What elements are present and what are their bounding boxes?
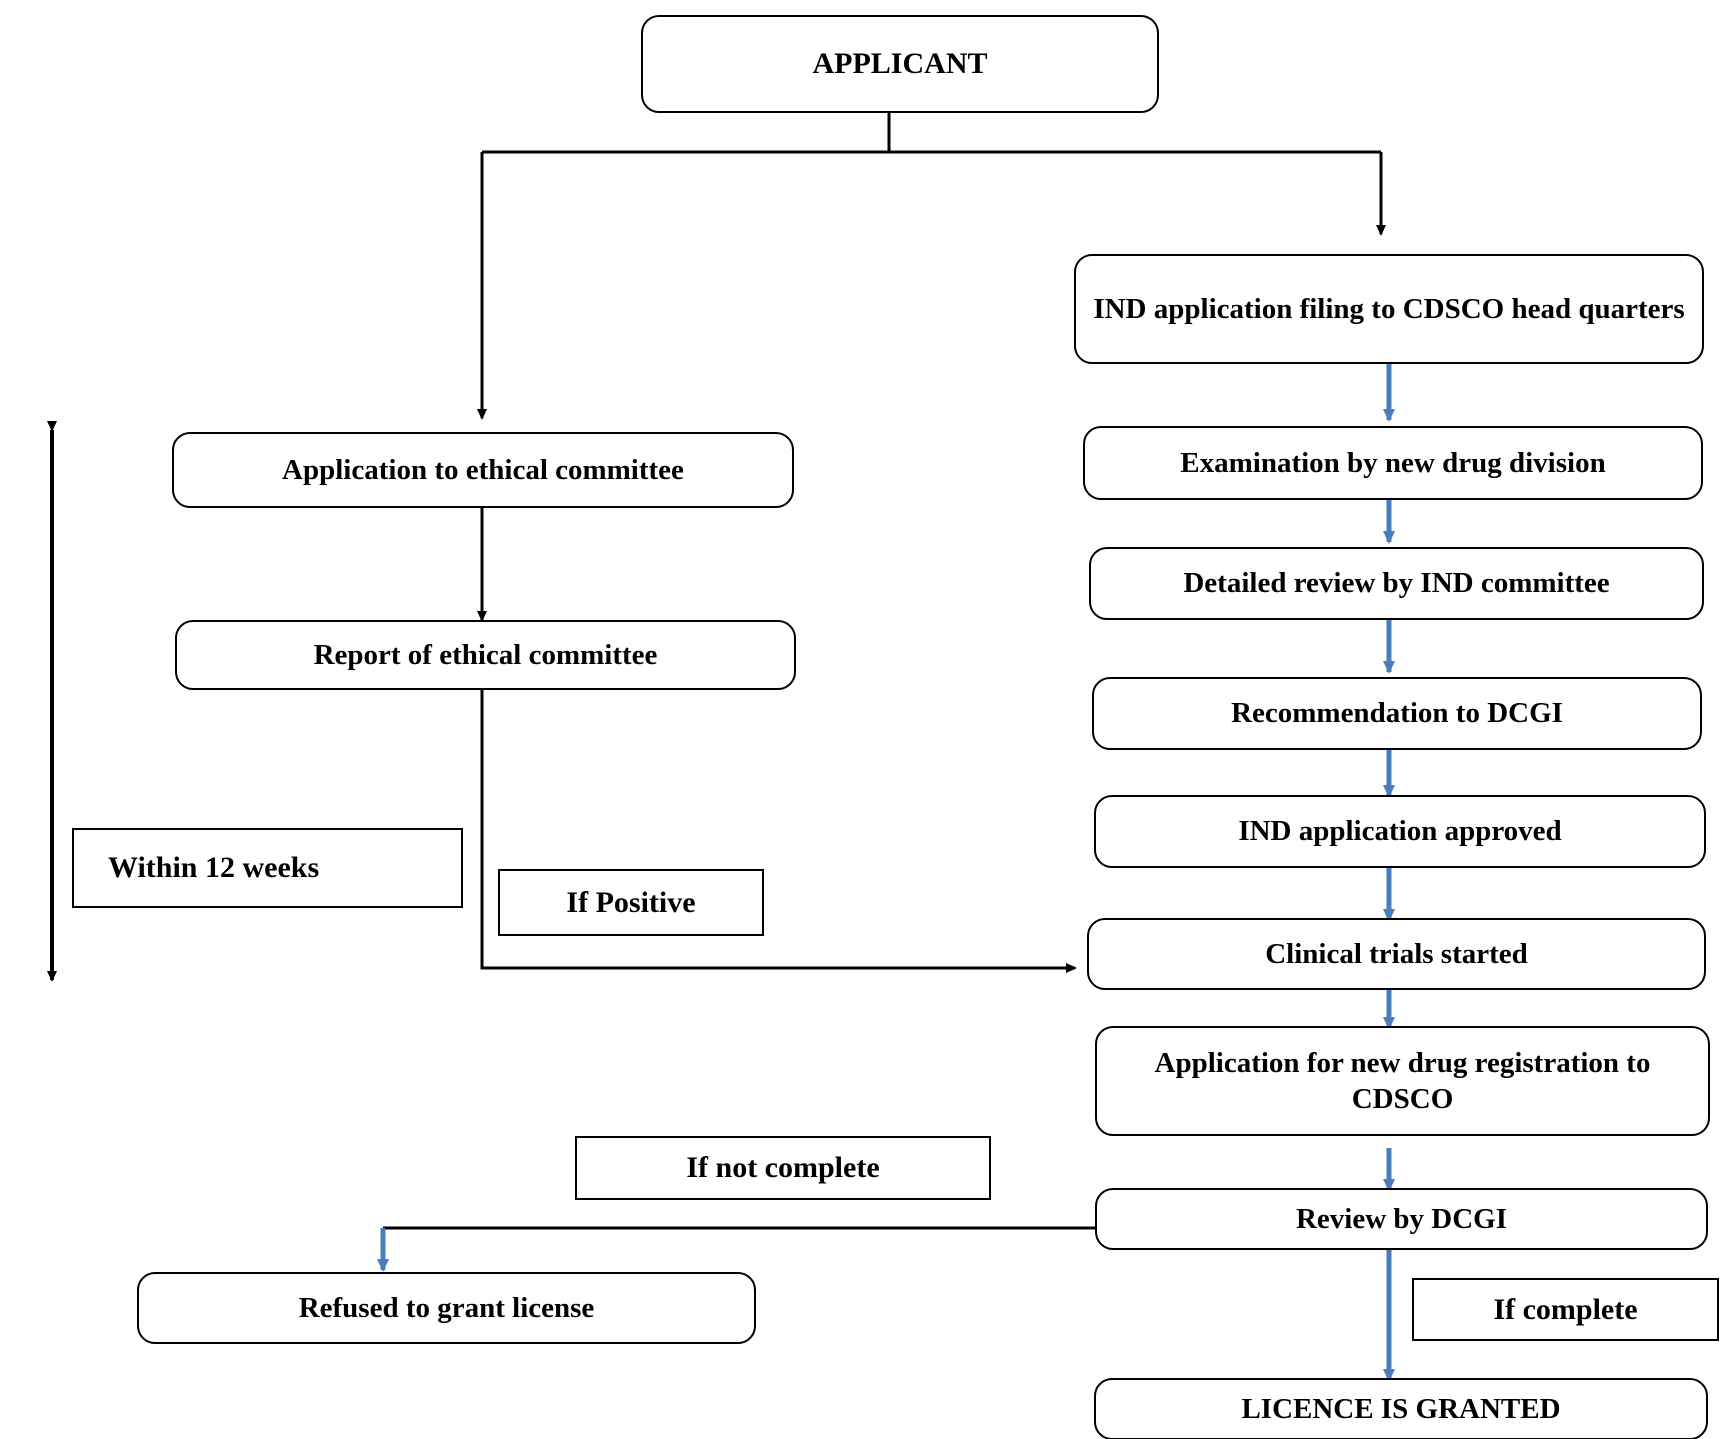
node-ind-application-approved[interactable] — [1094, 795, 1706, 868]
node-applicant[interactable] — [641, 15, 1159, 113]
node-review-by-dcgi[interactable] — [1095, 1188, 1708, 1250]
node-label: Application to ethical committee — [282, 453, 684, 486]
node-application-to-ethical-committee[interactable] — [172, 432, 794, 508]
annotation-label: If not complete — [686, 1151, 880, 1184]
annotation-if-complete — [1412, 1278, 1719, 1341]
node-application-new-drug-registration[interactable] — [1095, 1026, 1710, 1136]
node-label: Clinical trials started — [1265, 937, 1528, 970]
node-label: Review by DCGI — [1295, 1202, 1508, 1235]
node-licence-is-granted[interactable] — [1094, 1378, 1708, 1439]
node-examination-new-drug-division[interactable] — [1083, 426, 1703, 500]
node-label: IND application approved — [1238, 815, 1562, 848]
node-clinical-trials-started[interactable] — [1087, 918, 1706, 990]
annotation-label: If complete — [1493, 1292, 1638, 1326]
annotation-within-12-weeks — [72, 828, 463, 908]
node-refused-to-grant-license[interactable] — [137, 1272, 756, 1344]
node-label: IND application filing to CDSCO head quarters — [1093, 292, 1685, 325]
node-ind-application-filing[interactable] — [1074, 254, 1704, 364]
node-label: Refused to grant license — [298, 1291, 595, 1324]
node-label: Report of ethical committee — [313, 638, 658, 671]
node-detailed-review-ind-committee[interactable] — [1089, 547, 1704, 620]
node-label: APPLICANT — [812, 47, 988, 81]
annotation-if-not-complete — [575, 1136, 991, 1200]
node-label: Examination by new drug division — [1180, 446, 1606, 479]
node-label: LICENCE IS GRANTED — [1241, 1392, 1561, 1425]
annotation-label: Within 12 weeks — [108, 851, 320, 884]
node-report-of-ethical-committee[interactable] — [175, 620, 796, 690]
node-label: Recommendation to DCGI — [1231, 697, 1563, 730]
node-recommendation-to-dcgi[interactable] — [1092, 677, 1702, 750]
annotation-label: If Positive — [566, 885, 696, 919]
node-label: Detailed review by IND committee — [1183, 567, 1610, 600]
annotation-if-positive — [498, 869, 764, 936]
node-label: Application for new drug registration to CDSCO — [1154, 1046, 1651, 1115]
